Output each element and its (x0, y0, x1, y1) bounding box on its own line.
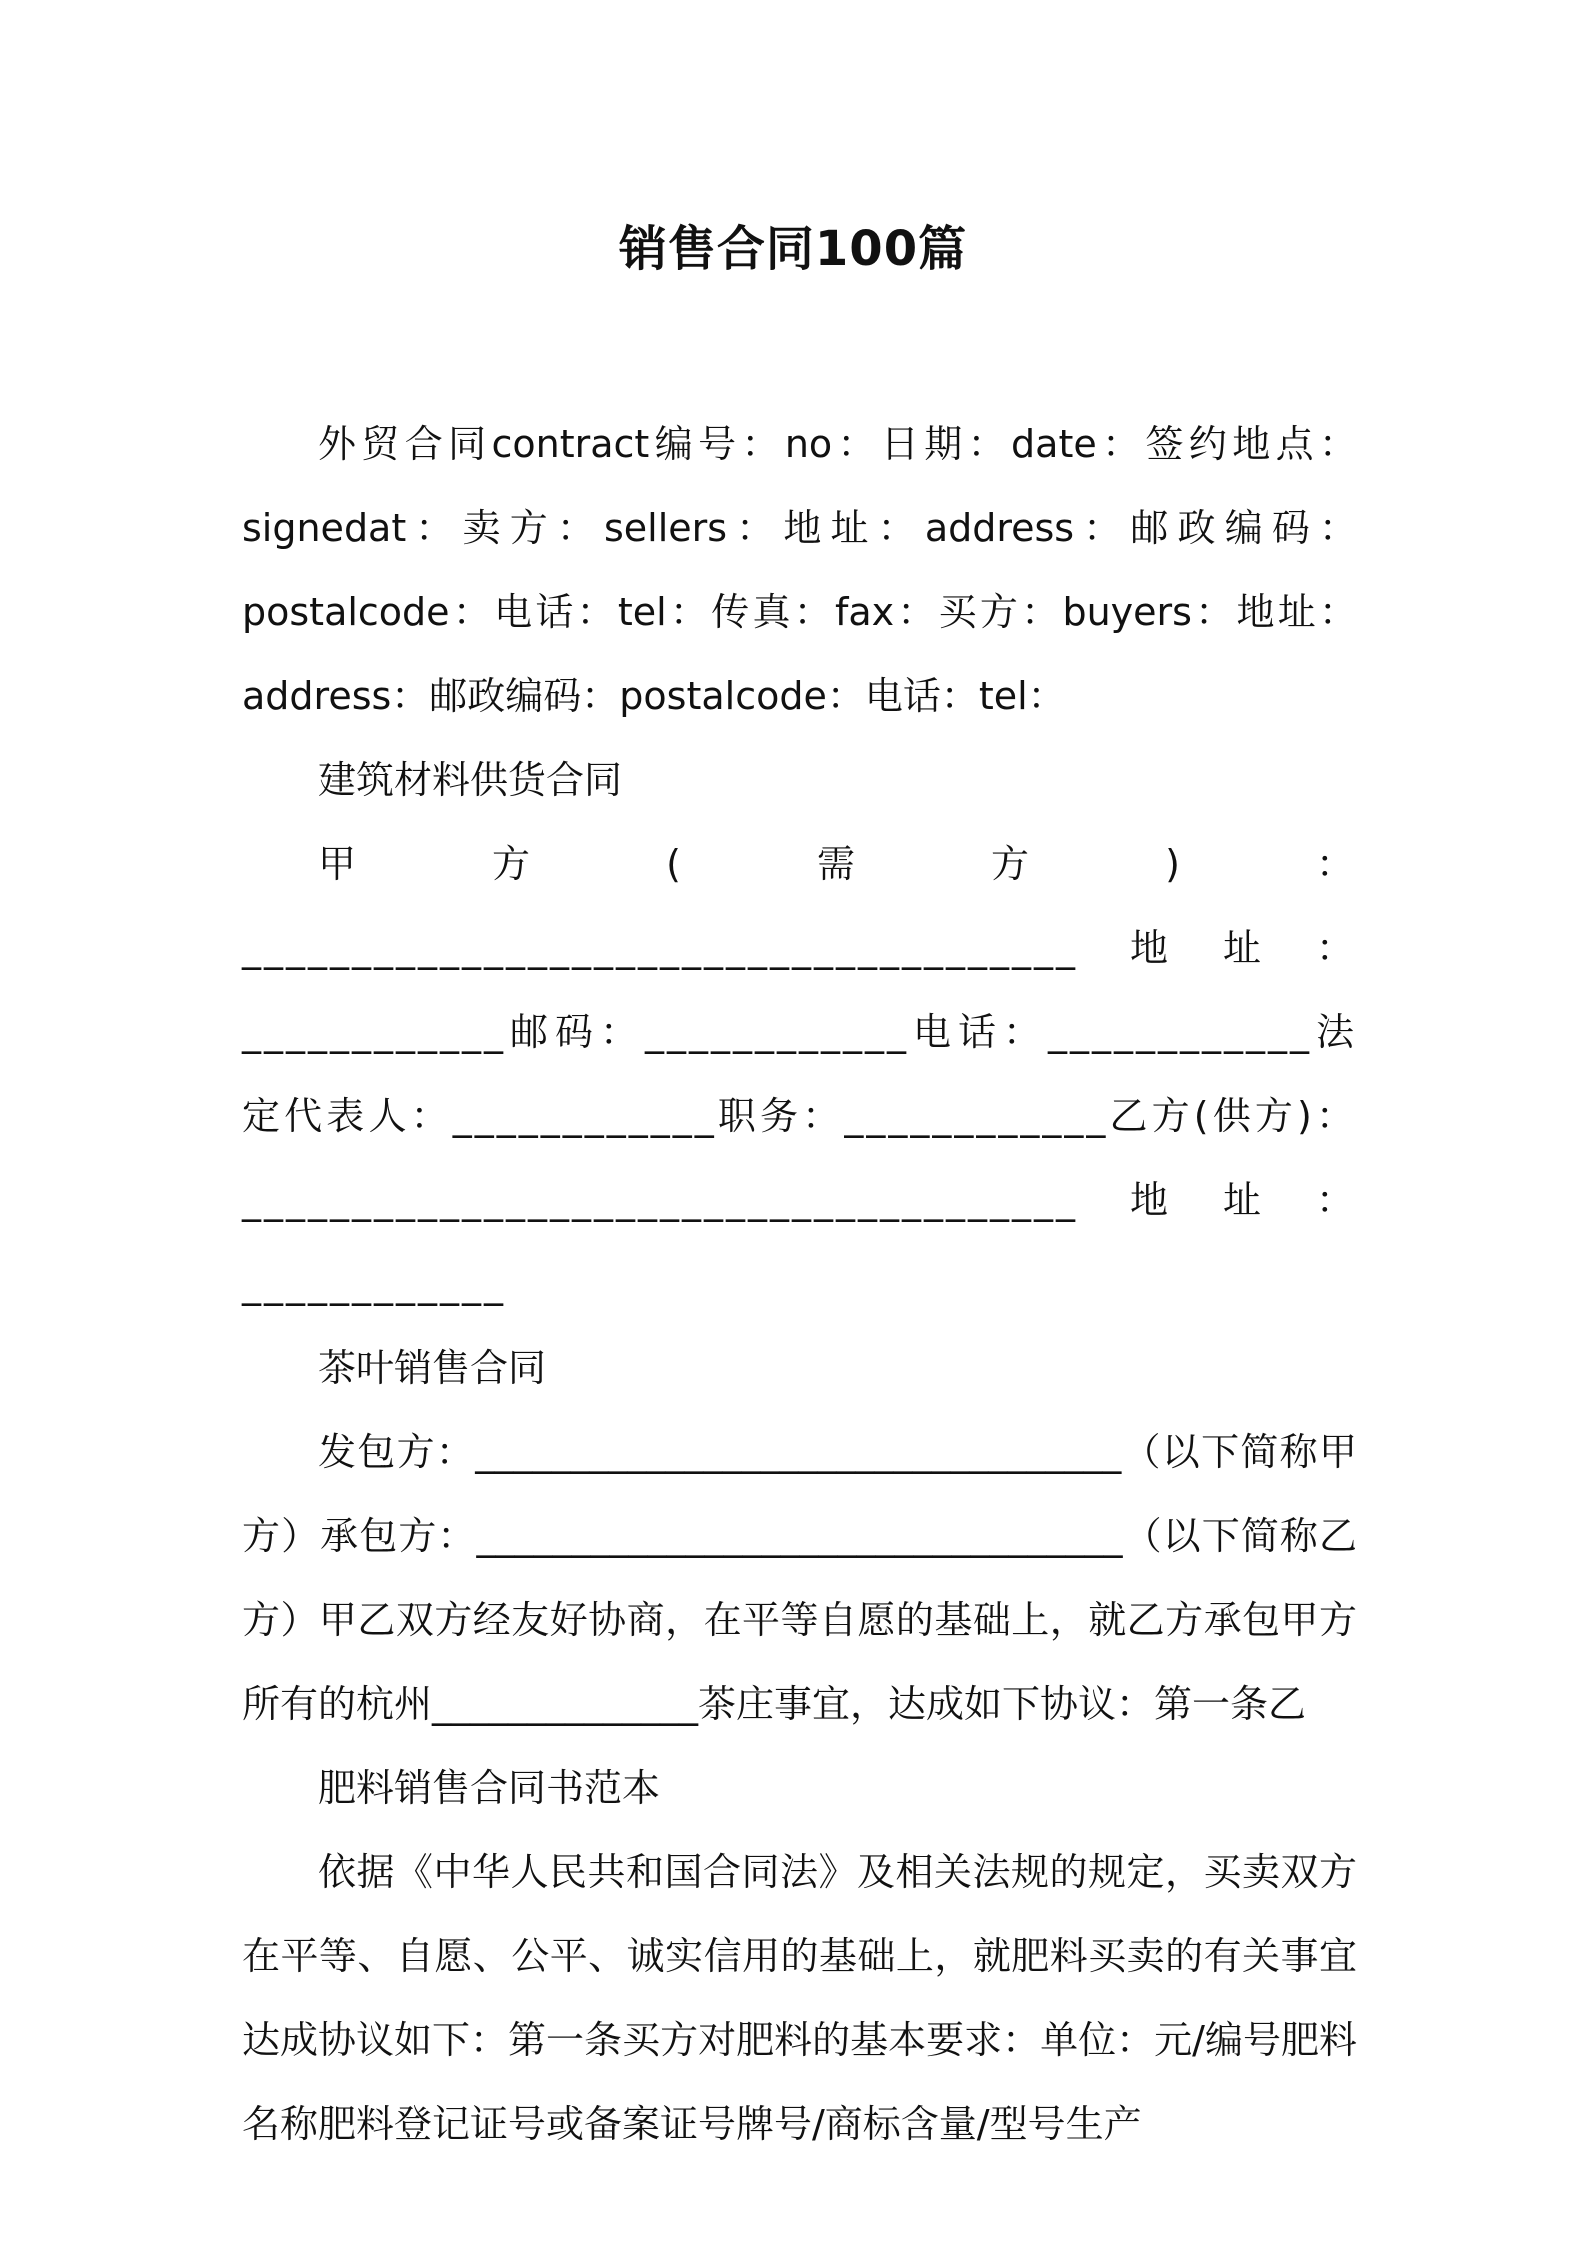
paragraph-tea-sales-parties: 发包方：__________________________________（以下简称甲方）承包方：__________________________________（以下简称乙方）甲乙双方经友好协商，在平等自愿的基础上，就乙方承包甲方所有的杭州______________茶庄事宜，达成如下协议：第一条乙 (242, 1430, 1357, 1726)
document-body (242, 402, 1357, 2166)
heading-tea-sales-contract: 茶叶销售合同 (318, 1346, 547, 1390)
document-title: 销售合同100篇 (618, 221, 968, 277)
paragraph-fertilizer-terms: 依据《中华人民共和国合同法》及相关法规的规定，买卖双方在平等、自愿、公平、诚实信用的基础上，就肥料买卖的有关事宜达成协议如下：第一条买方对肥料的基本要求：单位：元/编号肥料名称肥料登记证号或备案证号牌号/商标含量/型号生产 (242, 1850, 1357, 2146)
heading-fertilizer-sales-contract: 肥料销售合同书范本 (318, 1766, 661, 1810)
paragraph-building-materials-parties: 甲方(需方)：______________________________________地址：____________邮码：____________电话：____________法定代表人：____________职务：____________乙方(供方)：______________________________________地址：____________ (242, 842, 1357, 1306)
paragraph-foreign-trade-contract: 外贸合同contract编号：no：日期：date：签约地点：signedat：卖方：sellers：地址：address：邮政编码：postalcode：电话：tel：传真：fax：买方：buyers：地址：address：邮政编码：postalcode：电话：tel： (242, 422, 1357, 718)
heading-building-materials-contract: 建筑材料供货合同 (318, 758, 623, 802)
